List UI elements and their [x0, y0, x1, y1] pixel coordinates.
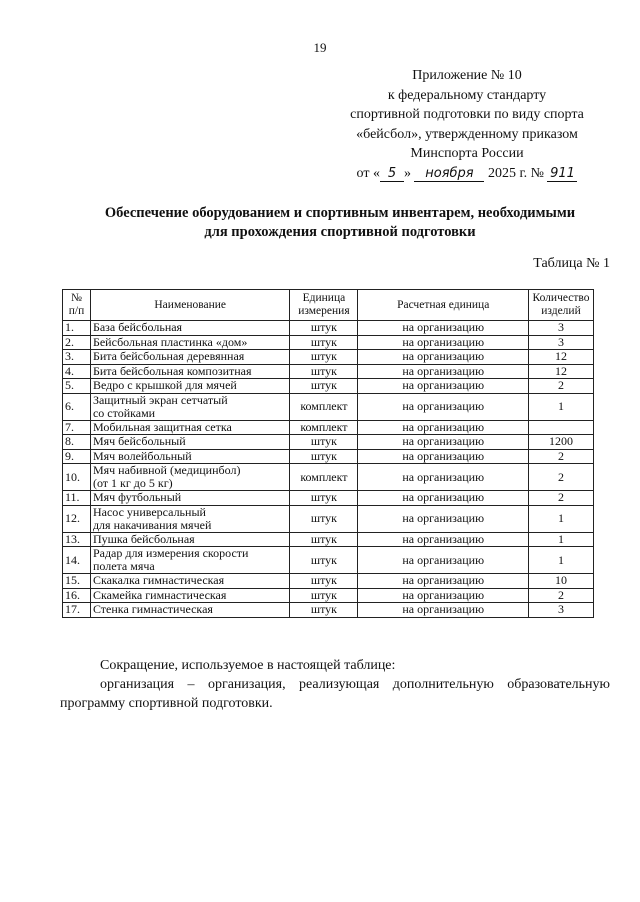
calculation-unit: на организацию — [358, 588, 529, 603]
item-quantity: 1 — [528, 505, 593, 532]
calculation-unit: на организацию — [358, 532, 529, 547]
unit-of-measure: штук — [290, 449, 358, 464]
item-name: Скакалка гимнастическая — [90, 574, 290, 589]
table-row — [63, 364, 594, 379]
row-number: 10. — [63, 464, 91, 491]
unit-of-measure: комплект — [290, 464, 358, 491]
item-name: Ведро с крышкой для мячей — [90, 379, 290, 394]
title-line-1: Обеспечение оборудованием и спортивным инвентарем, необходимыми — [104, 205, 576, 221]
table-row — [63, 393, 594, 420]
unit-of-measure: штук — [290, 379, 358, 394]
row-number: 2. — [63, 335, 91, 350]
header-qty: Количество изделий — [528, 290, 593, 321]
handwritten-order-number: 911 — [547, 167, 577, 182]
row-number: 14. — [63, 547, 91, 574]
calculation-unit: на организацию — [358, 435, 529, 450]
table-row — [63, 588, 594, 603]
unit-of-measure: комплект — [290, 420, 358, 435]
item-name: Бита бейсбольная деревянная — [90, 350, 290, 365]
appendix-line-2: к федеральному стандарту — [387, 87, 547, 103]
table-row — [63, 435, 594, 450]
item-quantity: 10 — [528, 574, 593, 589]
equipment-table — [62, 289, 594, 618]
unit-of-measure: штук — [290, 588, 358, 603]
table-row — [63, 547, 594, 574]
item-quantity: 1 — [528, 393, 593, 420]
table-row — [63, 491, 594, 506]
item-quantity: 2 — [528, 464, 593, 491]
item-quantity: 2 — [528, 449, 593, 464]
item-name: Насос универсальный для накачивания мячей — [90, 505, 290, 532]
item-name: Бейсбольная пластинка «дом» — [90, 335, 290, 350]
item-name: Радар для измерения скорости полета мяча — [90, 547, 290, 574]
row-number: 15. — [63, 574, 91, 589]
item-name: Скамейка гимнастическая — [90, 588, 290, 603]
calculation-unit: на организацию — [358, 574, 529, 589]
header-num: № п/п — [63, 290, 91, 321]
calculation-unit: на организацию — [358, 603, 529, 618]
table-row — [63, 505, 594, 532]
unit-of-measure: штук — [290, 364, 358, 379]
calculation-unit: на организацию — [358, 449, 529, 464]
item-name: Мяч футбольный — [90, 491, 290, 506]
table-row — [63, 532, 594, 547]
row-number: 5. — [63, 379, 91, 394]
calculation-unit: на организацию — [358, 335, 529, 350]
table-row — [63, 335, 594, 350]
calculation-unit: на организацию — [358, 350, 529, 365]
calculation-unit: на организацию — [358, 547, 529, 574]
row-number: 12. — [63, 505, 91, 532]
row-number: 9. — [63, 449, 91, 464]
row-number: 4. — [63, 364, 91, 379]
calculation-unit: на организацию — [358, 505, 529, 532]
item-quantity: 2 — [528, 491, 593, 506]
item-quantity: 1200 — [528, 435, 593, 450]
row-number: 17. — [63, 603, 91, 618]
item-name: Бита бейсбольная композитная — [90, 364, 290, 379]
row-number: 3. — [63, 350, 91, 365]
item-quantity: 12 — [528, 364, 593, 379]
header-unit: Единица измерения — [290, 290, 358, 321]
item-name: Мяч набивной (медицинбол) (от 1 кг до 5 кг) — [90, 464, 290, 491]
appendix-line-4: «бейсбол», утвержденному приказом — [356, 126, 578, 142]
appendix-header — [332, 66, 602, 183]
date-prefix: от « — [356, 165, 380, 181]
item-quantity: 2 — [528, 379, 593, 394]
table-row — [63, 603, 594, 618]
calculation-unit: на организацию — [358, 491, 529, 506]
unit-of-measure: штук — [290, 532, 358, 547]
table-row — [63, 321, 594, 336]
table-row — [63, 464, 594, 491]
row-number: 7. — [63, 420, 91, 435]
note-text: организация – организация, реализующая дополнительную образовательную программу спортивной подготовки. — [60, 677, 610, 711]
row-number: 8. — [63, 435, 91, 450]
header-name: Наименование — [90, 290, 290, 321]
item-quantity: 3 — [528, 321, 593, 336]
calculation-unit: на организацию — [358, 364, 529, 379]
handwritten-month: ноября — [414, 167, 484, 182]
document-title — [60, 204, 620, 242]
table-row — [63, 379, 594, 394]
calculation-unit: на организацию — [358, 393, 529, 420]
date-day-close: » — [403, 165, 411, 181]
calculation-unit: на организацию — [358, 420, 529, 435]
unit-of-measure: штук — [290, 603, 358, 618]
unit-of-measure: штук — [290, 574, 358, 589]
table-body — [63, 321, 594, 618]
item-quantity: 2 — [528, 588, 593, 603]
table-row — [63, 574, 594, 589]
item-name: Защитный экран сетчатый со стойками — [90, 393, 290, 420]
order-date-line — [332, 164, 602, 184]
unit-of-measure: штук — [290, 321, 358, 336]
unit-of-measure: штук — [290, 547, 358, 574]
item-quantity — [528, 420, 593, 435]
calculation-unit: на организацию — [358, 321, 529, 336]
item-name: Стенка гимнастическая — [90, 603, 290, 618]
item-quantity: 12 — [528, 350, 593, 365]
table-row — [63, 449, 594, 464]
item-name: Пушка бейсбольная — [90, 532, 290, 547]
row-number: 16. — [63, 588, 91, 603]
item-quantity: 1 — [528, 547, 593, 574]
abbreviation-note — [60, 656, 610, 713]
header-calc: Расчетная единица — [358, 290, 529, 321]
page-number: 19 — [313, 40, 327, 55]
table-header-row — [63, 290, 594, 321]
table-row — [63, 420, 594, 435]
row-number: 13. — [63, 532, 91, 547]
unit-of-measure: штук — [290, 505, 358, 532]
item-quantity: 3 — [528, 335, 593, 350]
unit-of-measure: штук — [290, 335, 358, 350]
appendix-line-1: Приложение № 10 — [412, 68, 522, 83]
row-number: 11. — [63, 491, 91, 506]
item-name: Мобильная защитная сетка — [90, 420, 290, 435]
unit-of-measure: штук — [290, 435, 358, 450]
item-name: База бейсбольная — [90, 321, 290, 336]
calculation-unit: на организацию — [358, 379, 529, 394]
row-number: 1. — [63, 321, 91, 336]
calculation-unit: на организацию — [358, 464, 529, 491]
title-line-2: для прохождения спортивной подготовки — [204, 224, 476, 240]
item-name: Мяч бейсбольный — [90, 435, 290, 450]
note-title: Сокращение, используемое в настоящей таблице: — [100, 658, 396, 673]
item-quantity: 3 — [528, 603, 593, 618]
date-year: 2025 г. № — [487, 165, 544, 181]
table-row — [63, 350, 594, 365]
item-name: Мяч волейбольный — [90, 449, 290, 464]
row-number: 6. — [63, 393, 91, 420]
unit-of-measure: штук — [290, 491, 358, 506]
item-quantity: 1 — [528, 532, 593, 547]
appendix-line-3: спортивной подготовки по виду спорта — [350, 107, 584, 122]
table-caption: Таблица № 1 — [533, 256, 610, 271]
unit-of-measure: комплект — [290, 393, 358, 420]
unit-of-measure: штук — [290, 350, 358, 365]
appendix-line-5: Минспорта России — [410, 146, 524, 161]
handwritten-day: 5 — [380, 167, 404, 182]
